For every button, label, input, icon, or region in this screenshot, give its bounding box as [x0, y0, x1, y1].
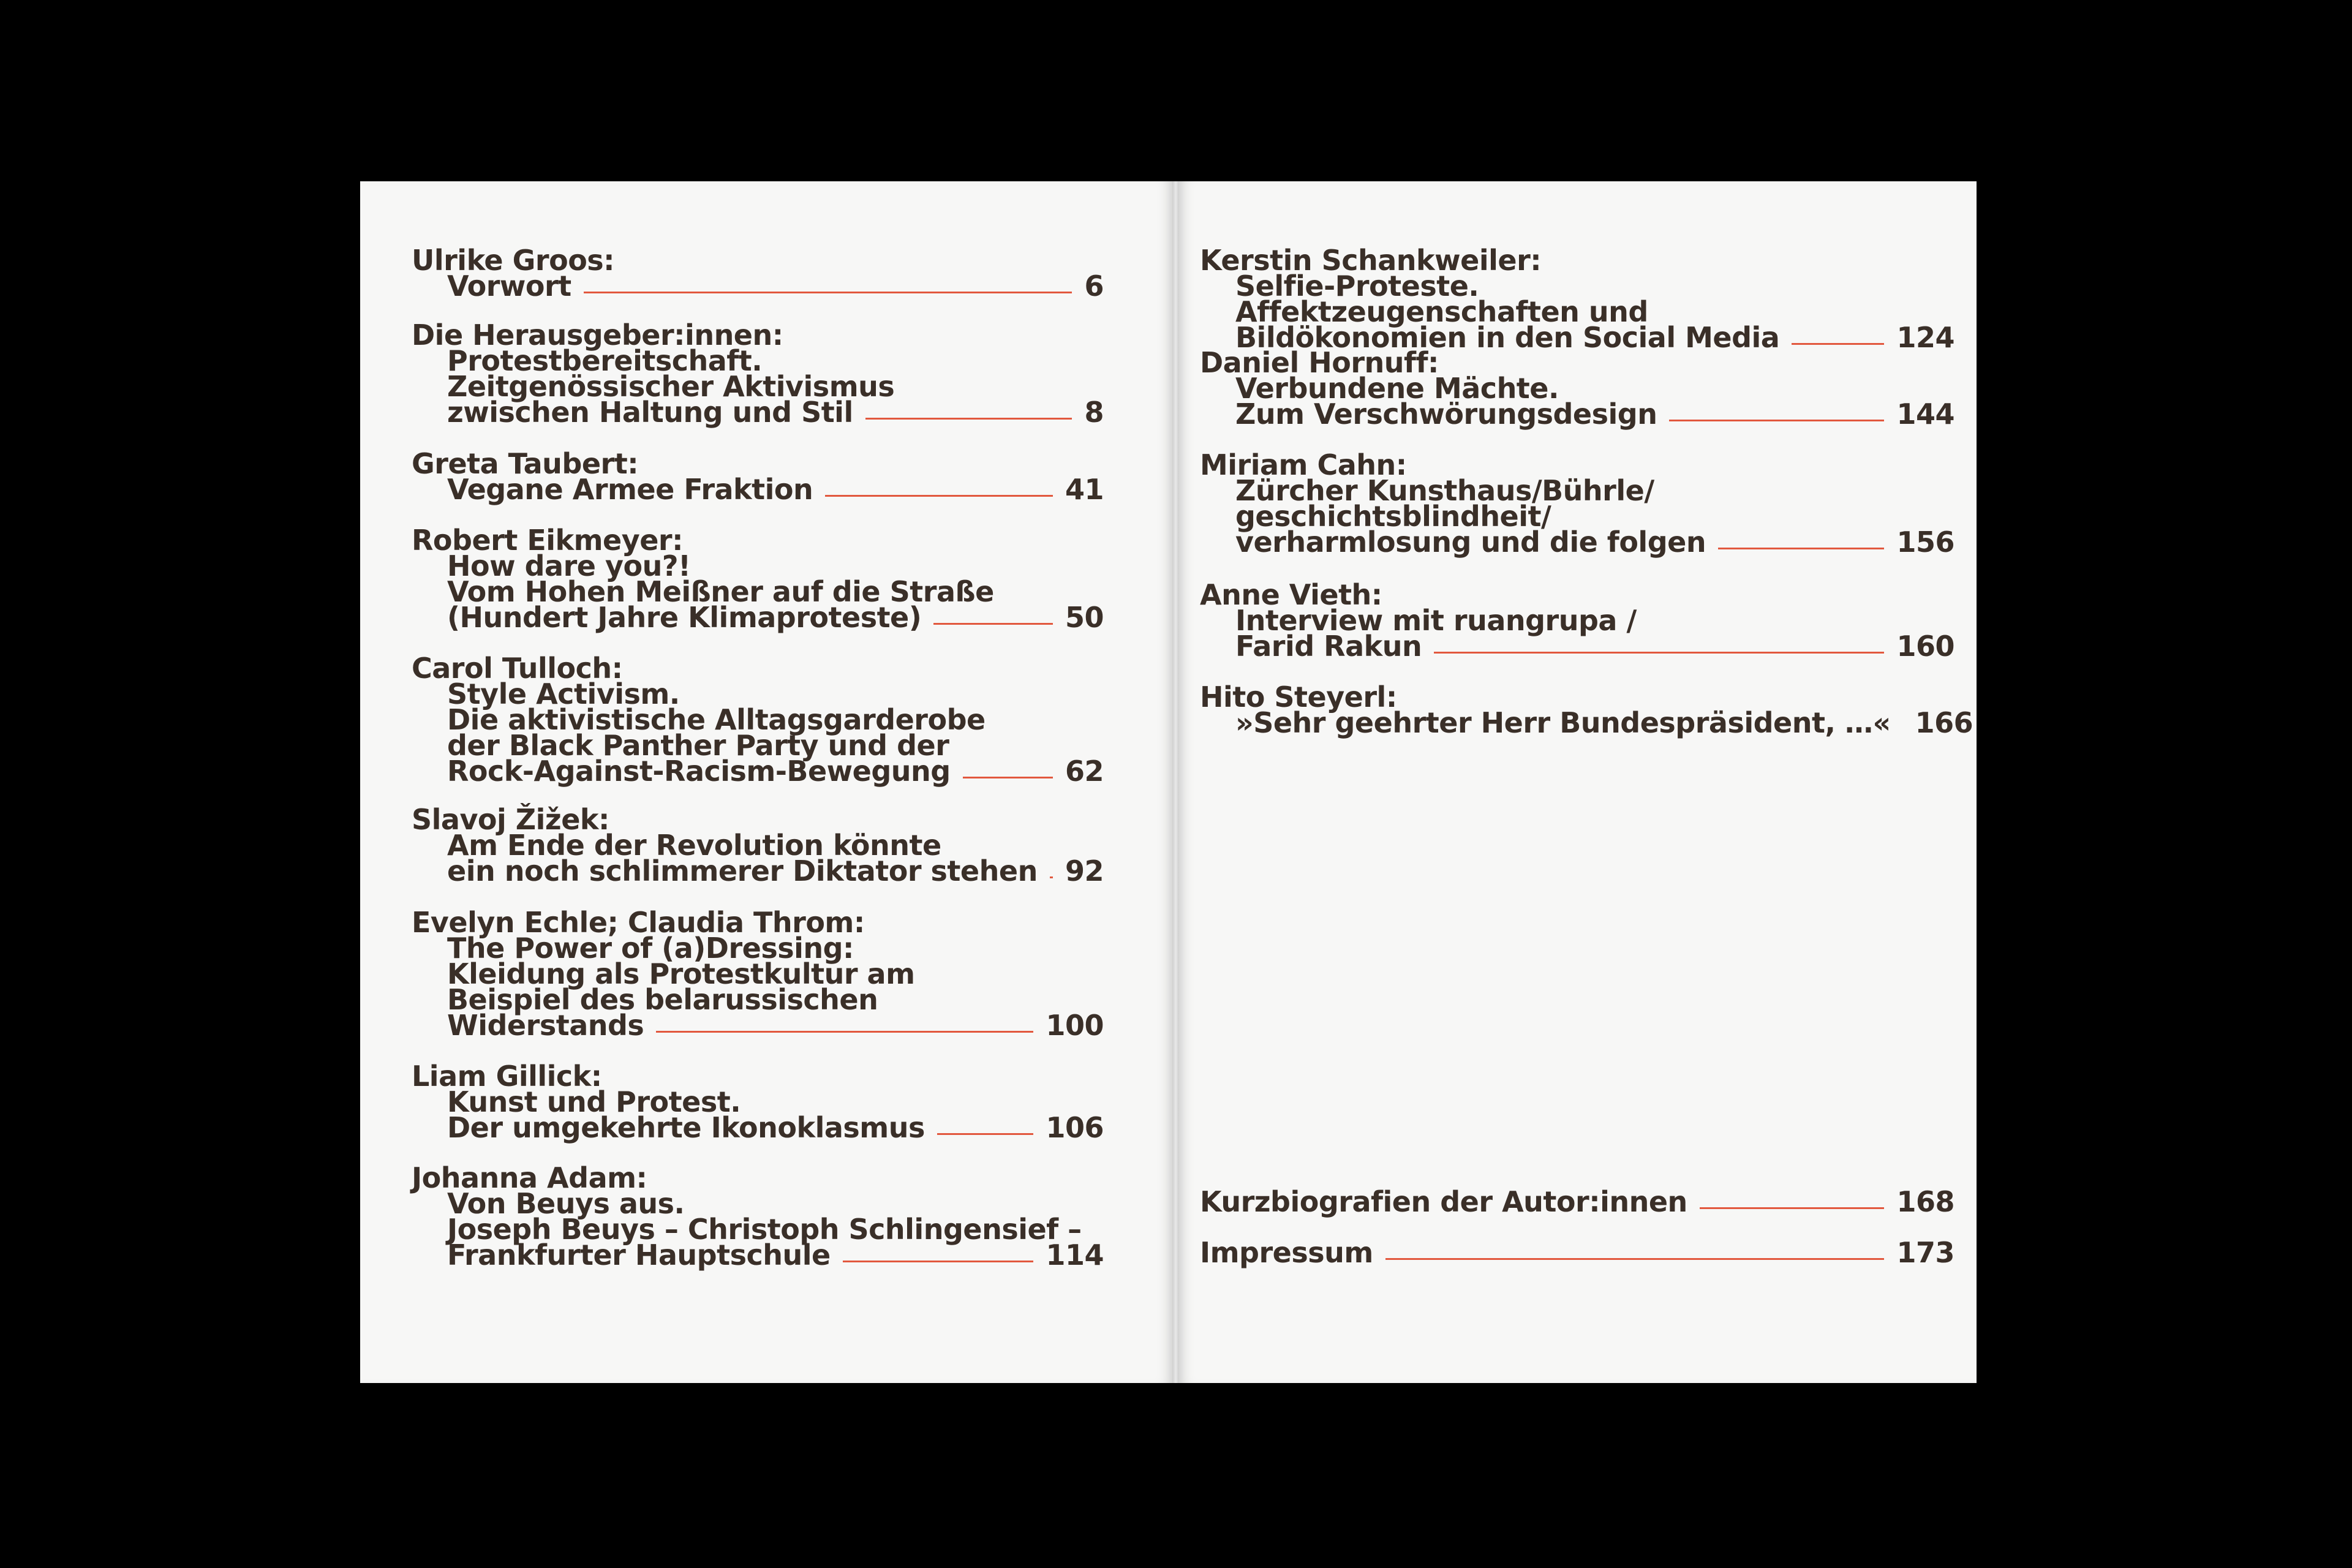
- toc-title-text: ein noch schlimmerer Diktator stehen: [447, 854, 1038, 888]
- dot-leader-line: [865, 418, 1072, 420]
- toc-title-final-line: [412, 601, 1104, 634]
- dot-leader-line: [1434, 652, 1884, 654]
- toc-entry[interactable]: [1200, 448, 1954, 559]
- toc-entry[interactable]: [1200, 680, 1973, 739]
- toc-title-final-line: [412, 1111, 1104, 1144]
- toc-entry[interactable]: [1200, 244, 1954, 354]
- toc-page-number: 8: [1084, 396, 1104, 429]
- toc-entry[interactable]: [412, 524, 1104, 634]
- toc-title-final-line: [1200, 398, 1954, 431]
- toc-entry[interactable]: [412, 1161, 1104, 1272]
- left-page: [360, 181, 1172, 1383]
- toc-title-line: Interview mit ruangrupa /: [1235, 604, 1637, 637]
- toc-title-final-line: [412, 1238, 1104, 1272]
- toc-title-line: Vom Hohen Meißner auf die Straße: [447, 575, 994, 608]
- dot-leader-line: [933, 623, 1053, 625]
- toc-page-number: 100: [1046, 1009, 1104, 1042]
- toc-title-line: Style Activism.: [447, 677, 680, 710]
- toc-title-text: Widerstands: [447, 1009, 644, 1042]
- toc-title-final-line: [1200, 1185, 1954, 1218]
- toc-entry[interactable]: [412, 244, 1104, 303]
- toc-author: Robert Eikmeyer:: [412, 524, 684, 557]
- toc-title-text: Vorwort: [447, 270, 571, 303]
- toc-author: Miriam Cahn:: [1200, 448, 1407, 481]
- toc-author: Daniel Hornuff:: [1200, 346, 1439, 379]
- toc-title-final-line: [412, 854, 1104, 888]
- dot-leader-line: [825, 495, 1053, 497]
- toc-title-text: verharmlosung und die folgen: [1235, 526, 1706, 559]
- toc-title-final-line: [1200, 526, 1954, 559]
- toc-title-line: Selfie-Proteste.: [1235, 270, 1479, 303]
- dot-leader-line: [1718, 548, 1884, 549]
- dot-leader-line: [1669, 420, 1884, 421]
- toc-title-final-line: [412, 473, 1104, 506]
- toc-page-number: 114: [1046, 1238, 1104, 1272]
- toc-title-line: Die aktivistische Alltagsgarderobe: [447, 703, 986, 736]
- toc-title-text: Vegane Armee Fraktion: [447, 473, 813, 506]
- toc-title-line: Verbundene Mächte.: [1235, 372, 1559, 405]
- toc-title-line: Zeitgenössischer Aktivismus: [447, 370, 895, 403]
- toc-page-number: 124: [1896, 321, 1954, 354]
- dot-leader-line: [656, 1031, 1033, 1033]
- toc-author: Greta Taubert:: [412, 447, 639, 480]
- toc-page-number: 41: [1065, 473, 1104, 506]
- book-gutter: [1172, 181, 1179, 1383]
- right-page: [1179, 181, 1977, 1383]
- toc-title-final-line: [412, 270, 1104, 303]
- toc-page-number: 106: [1046, 1111, 1104, 1144]
- toc-title-text: Kurzbiografien der Autor:innen: [1200, 1185, 1687, 1218]
- toc-author: Johanna Adam:: [412, 1161, 647, 1194]
- toc-title-final-line: [412, 396, 1104, 429]
- toc-title-line: Protestbereitschaft.: [447, 344, 763, 377]
- toc-title-final-line: [412, 1009, 1104, 1042]
- toc-author: Slavoj Žižek:: [412, 803, 609, 836]
- toc-title-line: The Power of (a)Dressing:: [447, 932, 854, 965]
- toc-author: Anne Vieth:: [1200, 578, 1382, 611]
- toc-title-line: Kleidung als Protestkultur am: [447, 957, 915, 990]
- toc-title-text: Farid Rakun: [1235, 630, 1422, 663]
- toc-title-final-line: [1200, 630, 1954, 663]
- toc-entry[interactable]: [1200, 1185, 1954, 1218]
- dot-leader-line: [1792, 343, 1884, 345]
- toc-entry[interactable]: [412, 318, 1104, 429]
- toc-title-text: Frankfurter Hauptschule: [447, 1238, 831, 1272]
- toc-title-text: »Sehr geehrter Herr Bundespräsident, …«: [1235, 706, 1891, 739]
- dot-leader-line: [584, 292, 1072, 293]
- toc-title-line: Zürcher Kunsthaus/Bührle/: [1235, 474, 1654, 507]
- toc-page-number: 144: [1896, 398, 1954, 431]
- toc-title-line: der Black Panther Party und der: [447, 729, 949, 762]
- toc-entry[interactable]: [1200, 1236, 1954, 1269]
- toc-page-number: 166: [1915, 706, 1973, 739]
- toc-page-number: 156: [1896, 526, 1954, 559]
- toc-author: Kerstin Schankweiler:: [1200, 244, 1542, 277]
- toc-title-line: Von Beuys aus.: [447, 1187, 685, 1220]
- toc-title-final-line: [1200, 706, 1973, 739]
- toc-page-number: 92: [1065, 854, 1104, 888]
- toc-entry[interactable]: [1200, 578, 1954, 663]
- toc-title-text: Impressum: [1200, 1236, 1373, 1269]
- dot-leader-line: [843, 1261, 1034, 1262]
- dot-leader-line: [1050, 876, 1053, 878]
- dot-leader-line: [1385, 1258, 1885, 1260]
- toc-title-text: Bildökonomien in den Social Media: [1235, 321, 1780, 354]
- dot-leader-line: [963, 777, 1053, 778]
- toc-entry[interactable]: [412, 447, 1104, 506]
- toc-page-number: 6: [1084, 270, 1104, 303]
- toc-author: Evelyn Echle; Claudia Throm:: [412, 906, 865, 939]
- toc-title-line: Beispiel des belarussischen: [447, 983, 878, 1016]
- toc-title-final-line: [1200, 1236, 1954, 1269]
- toc-author: Hito Steyerl:: [1200, 680, 1397, 714]
- toc-entry[interactable]: [412, 1060, 1104, 1144]
- dot-leader-line: [1700, 1207, 1885, 1209]
- toc-title-line: Joseph Beuys – Christoph Schlingensief –: [447, 1213, 1082, 1246]
- toc-entry[interactable]: [412, 652, 1104, 788]
- toc-author: Ulrike Groos:: [412, 244, 615, 277]
- toc-author: Die Herausgeber:innen:: [412, 318, 783, 352]
- toc-title-line: Kunst und Protest.: [447, 1085, 741, 1118]
- toc-title-line: Affektzeugenschaften und: [1235, 295, 1648, 328]
- toc-title-text: Rock-Against-Racism-Bewegung: [447, 755, 951, 788]
- toc-title-final-line: [412, 755, 1104, 788]
- toc-title-line: How dare you?!: [447, 549, 691, 582]
- toc-author: Liam Gillick:: [412, 1060, 602, 1093]
- toc-entry[interactable]: [412, 906, 1104, 1042]
- dot-leader-line: [937, 1133, 1034, 1135]
- toc-entry[interactable]: [1200, 346, 1954, 431]
- toc-page-number: 173: [1896, 1236, 1954, 1269]
- toc-title-text: (Hundert Jahre Klimaproteste): [447, 601, 922, 634]
- toc-entry[interactable]: [412, 803, 1104, 888]
- toc-title-text: zwischen Haltung und Stil: [447, 396, 853, 429]
- toc-author: Carol Tulloch:: [412, 652, 623, 685]
- toc-title-line: Am Ende der Revolution könnte: [447, 829, 941, 862]
- toc-page-number: 50: [1065, 601, 1104, 634]
- toc-title-text: Der umgekehrte Ikonoklasmus: [447, 1111, 925, 1144]
- toc-page-number: 168: [1896, 1185, 1954, 1218]
- toc-page-number: 160: [1896, 630, 1954, 663]
- toc-page-number: 62: [1065, 755, 1104, 788]
- toc-title-line: geschichtsblindheit/: [1235, 500, 1551, 533]
- toc-title-text: Zum Verschwörungsdesign: [1235, 398, 1657, 431]
